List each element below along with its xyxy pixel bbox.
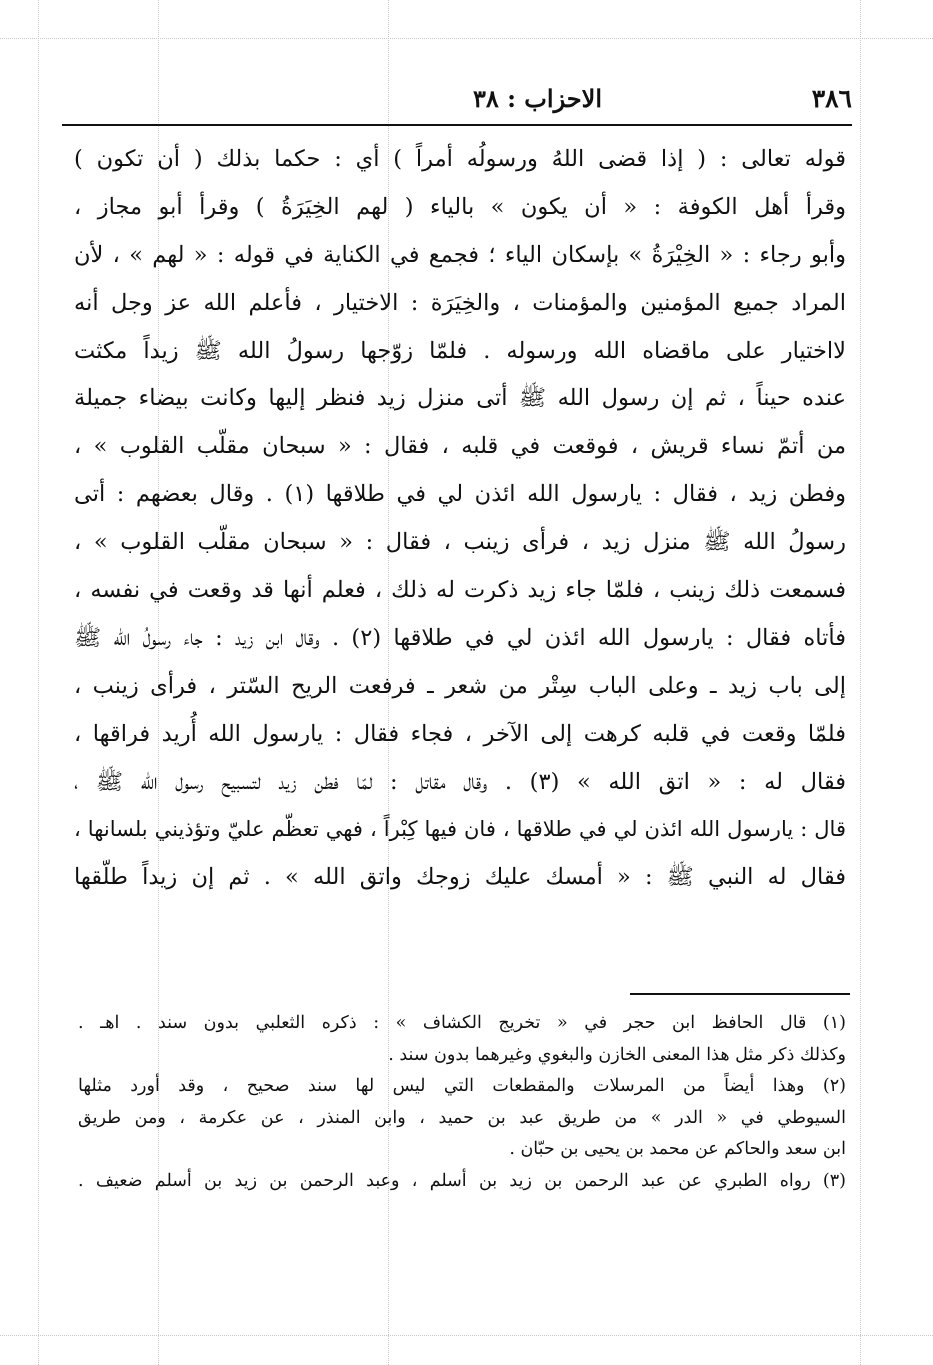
scan-guide-line [38, 0, 39, 1365]
footnote-line: وكذلك ذكر مثل هذا المعنى الخازن والبغوي وغيرهما بدون سند . [388, 1044, 846, 1065]
text-line: رسولُ الله ﷺ منزل زيد ، فرأى زينب ، فقال : « سبحان مقلّب القلوب » ، [74, 529, 846, 556]
footnote-line: (١) قال الحافظ ابن حجر في « تخريج الكشاف » : ذكره الثعلبي بدون سند . اهـ . [78, 1013, 846, 1033]
footnote-divider [630, 993, 850, 995]
text-line: فقال له النبي ﷺ : « أمسك عليك زوجك واتق الله » . ثم إن زيداً طلّقها [74, 864, 846, 891]
text-line: وقرأ أهل الكوفة : « أن يكون » بالياء ( لهم الخِيَرَةُ ) وقرأ أبو مجاز ، [74, 193, 846, 220]
text-line: وأبو رجاء : « الخِيْرَةُ » بإسكان الياء ؛ فجمع في الكناية في قوله : « لهم » ، لأن [74, 241, 846, 268]
footnote-line: (٣) رواه الطبري عن عبد الرحمن بن زيد بن أسلم ، وعبد الرحمن بن زيد بن أسلم ضعيف . [78, 1170, 846, 1191]
text-line: إلى باب زيد ـ وعلى الباب سِتْر من شعر ـ فرفعت الريح السّتر ، فرأى زينب ، [74, 672, 846, 699]
text-line: فقال له : « اتق الله » (٣) . وقال مقاتل : لمّا فطن زيد لتسبيح رسول الله ﷺ ، [74, 768, 846, 795]
header-divider [62, 124, 852, 126]
text-line: وفطن زيد ، فقال : يارسول الله ائذن لي في طلاقها (١) . وقال بعضهم : أتى [74, 481, 846, 508]
text-line: قوله تعالى : ( إذا قضى اللهُ ورسولُه أمراً ) أي : حكما بذلك ( أن تكون ) [74, 146, 846, 172]
scan-guide-line [860, 0, 861, 1365]
page-number: ٣٨٦ [811, 84, 852, 113]
text-line: فلمّا وقعت في قلبه كرهت إلى الآخر ، فجاء فقال : يارسول الله أُريد فراقها ، [74, 720, 846, 747]
text-line: عنده حيناً ، ثم إن رسول الله ﷺ أتى منزل زيد فنظر إليها وكانت بيضاء جميلة [74, 385, 846, 412]
text-line: لااختيار على ماقضاه الله ورسوله . فلمّا زوّجها رسولُ الله ﷺ زيداً مكثت [74, 337, 846, 364]
page-header [62, 82, 852, 122]
footnote-line: (٢) وهذا أيضاً من المرسلات والمقطعات التي ليس لها سند صحيح ، وقد أورد مثلها [78, 1076, 846, 1096]
footnote-line: السيوطي في « الدر » من طريق عبد بن حميد ، وابن المنذر ، عن عكرمة ، ومن طريق [78, 1107, 846, 1128]
text-line: قال : يارسول الله ائذن لي في طلاقها ، فان فيها كِبْراً ، فهي تعظّم عليّ وتؤذيني بلسانها ، [74, 817, 846, 842]
text-line: المراد جميع المؤمنين والمؤمنات ، والخِيَرَة : الاختيار ، فأعلم الله عز وجل أنه [74, 289, 846, 316]
text-line: فسمعت ذلك زينب ، فلمّا جاء زيد ذكرت له ذلك ، فعلم أنها قد وقعت في نفسه ، [74, 577, 846, 604]
scan-guide-line [0, 1335, 933, 1336]
scan-guide-line [0, 38, 933, 39]
footnotes [78, 1008, 846, 1197]
footnote-line: ابن سعد والحاكم عن محمد بن يحيى بن حبّان . [509, 1139, 846, 1159]
running-title: الاحزاب : ٣٨ [472, 84, 602, 113]
text-line: فأتاه فقال : يارسول الله ائذن لي في طلاقها (٢) . وقال ابن زيد : جاء رسولُ الله ﷺ [74, 624, 846, 651]
text-line: من أتمّ نساء قريش ، فوقعت في قلبه ، فقال : « سبحان مقلّب القلوب » ، [74, 433, 846, 460]
main-text [74, 136, 846, 902]
